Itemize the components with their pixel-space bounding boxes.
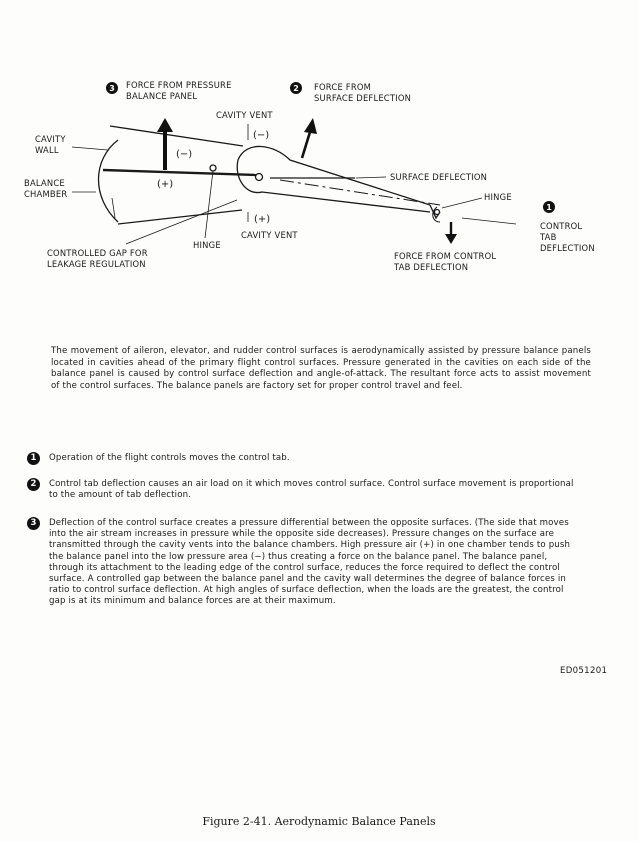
- control-surface-lower: [237, 160, 430, 212]
- leader-control-tab: [462, 218, 516, 224]
- figure-code: ED051201: [560, 666, 608, 676]
- label-balance-chamber-1: BALANCE: [24, 178, 65, 188]
- intro-paragraph: The movement of aileron, elevator, and rudder control surfaces is aerodynamically assisted by pressure balance panels located in cavities ahead of the primary flight control surfaces. Pressure generated in the cavities on each side of the balance panel is caused by control surface deflection and angle-of-attack. The resultant force acts to assist movement of the control surfaces. The balance panels are factory set for proper control travel and feel.: [51, 346, 591, 391]
- label-cavity-vent-top: CAVITY VENT: [216, 110, 273, 120]
- label-plus-chamber: (+): [157, 179, 174, 190]
- label-force-pressure-1: FORCE FROM PRESSURE: [126, 80, 232, 90]
- leader-hinge-bottom: [205, 171, 213, 238]
- leader-cavity-wall: [72, 147, 108, 150]
- step-1-text: Operation of the flight controls moves the control tab.: [49, 453, 290, 463]
- badge-2-diagram: [290, 82, 302, 94]
- tab-hinge: [435, 210, 440, 215]
- label-surface-deflection: SURFACE DEFLECTION: [390, 172, 488, 182]
- label-controlled-gap-1: CONTROLLED GAP FOR: [47, 248, 148, 258]
- step-3-text: Deflection of the control surface creates a pressure differential between the opposite surfaces. (The side that moves into the air stream increases in pressure while the opposite side decreases). Pressure changes on the surface are transmitted through the cavity vents into the balance chambers. High pressure air (+) in one chamber tends to push the balance panel into the low pressure area (−) thus creating a force on the balance panel. The balance panel, through its attachment to the leading edge of the control surface, reduces the force required to deflect the control surface. A controlled gap between the balance panel and the cavity wall determines the degree of balance forces in ratio to control surface deflection. At high angles of surface deflection, when the loads are the greatest, the control gap is at its minimum and balance forces are at their maximum.: [49, 518, 571, 607]
- label-plus-bottom: (+): [254, 214, 271, 225]
- leader-hinge-right: [442, 198, 482, 208]
- label-cavity-vent-bottom: CAVITY VENT: [241, 230, 298, 240]
- cavity-wall-outline: [99, 140, 119, 222]
- label-control-tab-3: DEFLECTION: [540, 243, 595, 253]
- label-control-tab-2: TAB: [540, 232, 557, 242]
- label-controlled-gap-2: LEAKAGE REGULATION: [47, 259, 146, 269]
- figure-caption: Figure 2-41. Aerodynamic Balance Panels: [202, 815, 436, 828]
- step-2-text: Control tab deflection causes an air load on it which moves control surface. Control surface movement is proportional to the amount of tab deflection.: [49, 479, 574, 501]
- upper-wing-skin: [110, 126, 243, 146]
- svg-text:1: 1: [546, 203, 552, 212]
- balance-panel-diagram: [0, 0, 638, 300]
- label-cavity-wall-2: WALL: [35, 145, 59, 155]
- step-2-badge: 2: [27, 478, 40, 491]
- label-minus-top: (−): [253, 130, 270, 141]
- step-3-badge: 3: [27, 517, 40, 530]
- leader-surface-deflection: [356, 177, 386, 178]
- badge-3-diagram: [106, 82, 118, 94]
- label-force-control-tab-2: TAB DEFLECTION: [394, 262, 469, 272]
- chord-dash-line: [280, 180, 440, 205]
- label-force-surface-2: SURFACE DEFLECTION: [314, 93, 412, 103]
- surface-hinge: [256, 174, 263, 181]
- label-minus-chamber: (−): [176, 149, 193, 160]
- balance-hinge: [210, 165, 216, 171]
- arrow-surface-deflection: [302, 118, 317, 158]
- step-1-badge: 1: [27, 452, 40, 465]
- label-force-pressure-2: BALANCE PANEL: [126, 91, 198, 101]
- label-cavity-wall-1: CAVITY: [35, 134, 66, 144]
- leader-gap-left: [112, 198, 115, 218]
- leader-gap: [126, 200, 237, 244]
- arrow-pressure-balance: [157, 118, 173, 170]
- label-force-control-tab-1: FORCE FROM CONTROL: [394, 251, 497, 261]
- svg-text:2: 2: [293, 84, 299, 93]
- label-control-tab-1: CONTROL: [540, 221, 583, 231]
- svg-text:3: 3: [109, 84, 115, 93]
- lower-wing-skin: [118, 210, 242, 224]
- label-hinge-right: HINGE: [484, 192, 512, 202]
- label-force-surface-1: FORCE FROM: [314, 82, 372, 92]
- balance-panel: [103, 170, 257, 175]
- label-balance-chamber-2: CHAMBER: [24, 189, 68, 199]
- arrow-control-tab: [445, 222, 457, 244]
- badge-1-diagram: [543, 201, 555, 213]
- label-hinge-bottom: HINGE: [193, 240, 221, 250]
